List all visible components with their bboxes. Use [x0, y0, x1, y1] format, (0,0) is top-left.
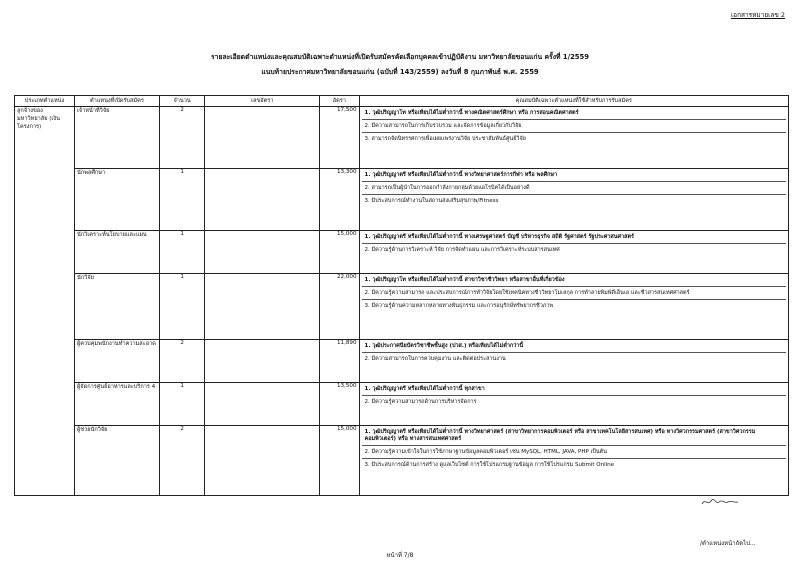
header-count: จำนวน	[159, 96, 205, 107]
unit-cell: ลูกจ้างของมหาวิทยาลัย (เงินโครงการ)	[15, 107, 75, 496]
salary-cell: 15,000	[320, 231, 359, 274]
qualification-cell	[205, 231, 320, 274]
requirement-item: 2. สามารถเป็นผู้นำในการออกกำลังกายกลุ่มด้วยแอโรบิคได้เป็นอย่างดี	[362, 182, 786, 195]
header-unit: ประเภทตำแหน่ง	[15, 96, 75, 107]
requirement-item: 3. มีประสบการณ์ด้านการสร้าง ดูแลเว็บไซต์ การใช้โปรแกรมฐานข้อมูล การใช้โปรแกรม Submit Online	[364, 462, 614, 468]
count-cell: 1	[159, 169, 205, 231]
qualification-cell	[205, 383, 320, 426]
requirement-item: 1. วุฒิปริญญาตรี หรือเทียบได้ไม่ต่ำกว่านี้ ทางวิทยาศาสตร์การกีฬา หรือ พลศึกษา	[362, 169, 786, 182]
count-cell: 2	[159, 340, 205, 383]
table-body	[15, 107, 789, 496]
page-number: หน้าที่ 7/8	[386, 552, 414, 559]
requirements-cell	[359, 426, 788, 496]
requirement-item: 2. มีความรู้ความสามารถด้านการบริหารจัดการ	[364, 399, 477, 405]
salary-cell: 11,890	[320, 340, 359, 383]
count-cell: 1	[159, 274, 205, 340]
table-row	[15, 107, 789, 169]
requirements-cell	[359, 383, 788, 426]
qualification-cell	[205, 169, 320, 231]
qualification-cell	[205, 426, 320, 496]
position-cell: นักวิจัย	[75, 274, 160, 340]
position-cell: ผู้จัดการศูนย์อาหารและบริการ 4	[75, 383, 160, 426]
requirement-item: 2. มีความสามารถในการเก็บรวบรวม และจัดการข้อมูลเกี่ยวกับวิจัย	[362, 120, 786, 133]
header-salary: อัตรา	[320, 96, 359, 107]
requirement-item: 3. สามารถจัดนิทรรศการเพื่อเผยแพร่งานวิจัย ประชาสัมพันธ์ศูนย์วิจัย	[364, 136, 526, 142]
document-title: รายละเอียดตำแหน่งและคุณสมบัติเฉพาะตำแหน่งที่เปิดรับสมัครคัดเลือกบุคคลเข้าปฏิบัติงาน มหาวิทยาลัยขอนแก่น ครั้งที่ 1/2559	[211, 53, 589, 61]
salary-cell: 13,300	[320, 169, 359, 231]
requirement-item: 2. มีความรู้ความเข้าใจในการใช้ภาษาฐานข้อมูลคอมพิวเตอร์ เช่น MySQL, HTML, JAVA, PHP เป็นต้น	[362, 446, 786, 459]
salary-cell: 15,000	[320, 426, 359, 496]
position-cell: นักพลศึกษา	[75, 169, 160, 231]
salary-cell: 13,500	[320, 383, 359, 426]
table-row	[15, 274, 789, 340]
qualification-cell	[205, 274, 320, 340]
continuation-note: /ตำแหน่งหน้าถัดไป...	[700, 540, 756, 547]
count-cell: 1	[159, 231, 205, 274]
table-row	[15, 169, 789, 231]
table-row	[15, 231, 789, 274]
count-cell: 2	[159, 426, 205, 496]
requirements-cell	[359, 169, 788, 231]
requirements-cell	[359, 274, 788, 340]
requirement-item: 1. วุฒิปริญญาตรี หรือเทียบได้ไม่ต่ำกว่านี้ ทุกสาขา	[362, 383, 786, 396]
salary-cell: 17,500	[320, 107, 359, 169]
header-position: ตำแหน่งที่เปิดรับสมัคร	[75, 96, 160, 107]
document-subtitle: แนบท้ายประกาศมหาวิทยาลัยขอนแก่น (ฉบับที่ 143/2559) ลงวันที่ 8 กุมภาพันธ์ พ.ศ. 2559	[261, 68, 539, 76]
position-cell: นักวิเคราะห์นโยบายและแผน	[75, 231, 160, 274]
positions-table	[14, 95, 789, 496]
position-cell: ผู้ควบคุมพนักงานทำความสะอาด	[75, 340, 160, 383]
qualification-cell	[205, 107, 320, 169]
requirement-item: 1. วุฒิประกาศนียบัตรวิชาชีพชั้นสูง (ปวส.) หรือเทียบได้ไม่ต่ำกว่านี้	[362, 340, 786, 353]
header-qualification: เลขอัตรา	[205, 96, 320, 107]
requirement-item: 3. มีประสบการณ์ทำงานในสถานส่งเสริมสุขภาพ/Fitness	[364, 198, 499, 204]
requirement-item: 1. วุฒิปริญญาโท หรือเทียบได้ไม่ต่ำกว่านี้ สาขาวิชาชีววิทยา หรือสาขาอื่นที่เกี่ยวข้อง	[362, 274, 786, 287]
requirement-item: 2. มีความสามารถในการควบคุมงาน และติดต่อประสานงาน	[364, 356, 506, 362]
count-cell: 2	[159, 107, 205, 169]
requirements-cell	[359, 340, 788, 383]
header-requirements: คุณสมบัติเฉพาะตำแหน่งที่ใช้สำหรับการรับสมัคร	[359, 96, 788, 107]
requirement-item: 1. วุฒิปริญญาตรี หรือเทียบได้ไม่ต่ำกว่านี้ ทางวิทยาศาสตร์ (สาขาวิทยาการคอมพิวเตอร์ หรือ สาขาเทคโนโลยีสารสนเทศ) หรือ ทางวิศวกรรมศาสตร์ (สาขาวิศวกรรมคอมพิวเตอร์) หรือ ทางสารสนเทศศาสตร์	[362, 426, 786, 446]
requirement-item: 1. วุฒิปริญญาโท หรือเทียบได้ไม่ต่ำกว่านี้ ทางคณิตศาสตร์ศึกษา หรือ การสอนคณิตศาสตร์	[362, 107, 786, 120]
requirements-cell	[359, 107, 788, 169]
position-cell: เจ้าหน้าที่วิจัย	[75, 107, 160, 169]
requirements-cell	[359, 231, 788, 274]
salary-cell: 22,000	[320, 274, 359, 340]
table-row	[15, 426, 789, 496]
requirement-item: 2. มีความรู้ความสามารถ และประสบการณ์การทำวิจัยโดยใช้เทคนิคทางชีววิทยาโมเลกุล การทำลายพิมพ์ดีเอ็นเอ และชีวสารสนเทศศาสตร์	[362, 287, 786, 300]
qualification-cell	[205, 340, 320, 383]
table-row	[15, 383, 789, 426]
count-cell: 1	[159, 383, 205, 426]
requirement-item: 2. มีความรู้ด้านการวิเคราะห์ วิจัย การจัดทำแผน และการวิเคราะห์ระบบสารสนเทศ	[364, 247, 560, 253]
requirement-item: 3. มีความรู้ด้านความหลากหลายทางพันธุกรรม และการอนุรักษ์ทรัพยากรชีวภาพ	[364, 303, 554, 309]
requirement-item: 1. วุฒิปริญญาตรี หรือเทียบได้ไม่ต่ำกว่านี้ ทางเศรษฐศาสตร์ บัญชี บริหารธุรกิจ สถิติ รัฐศาสตร์ รัฐประศาสนศาสตร์	[362, 231, 786, 244]
signature	[700, 496, 740, 508]
document-reference-label: เอกสารหมายเลข 2	[730, 11, 785, 19]
position-cell: ผู้ช่วยนักวิจัย	[75, 426, 160, 496]
table-header-row	[15, 96, 789, 107]
table-row	[15, 340, 789, 383]
